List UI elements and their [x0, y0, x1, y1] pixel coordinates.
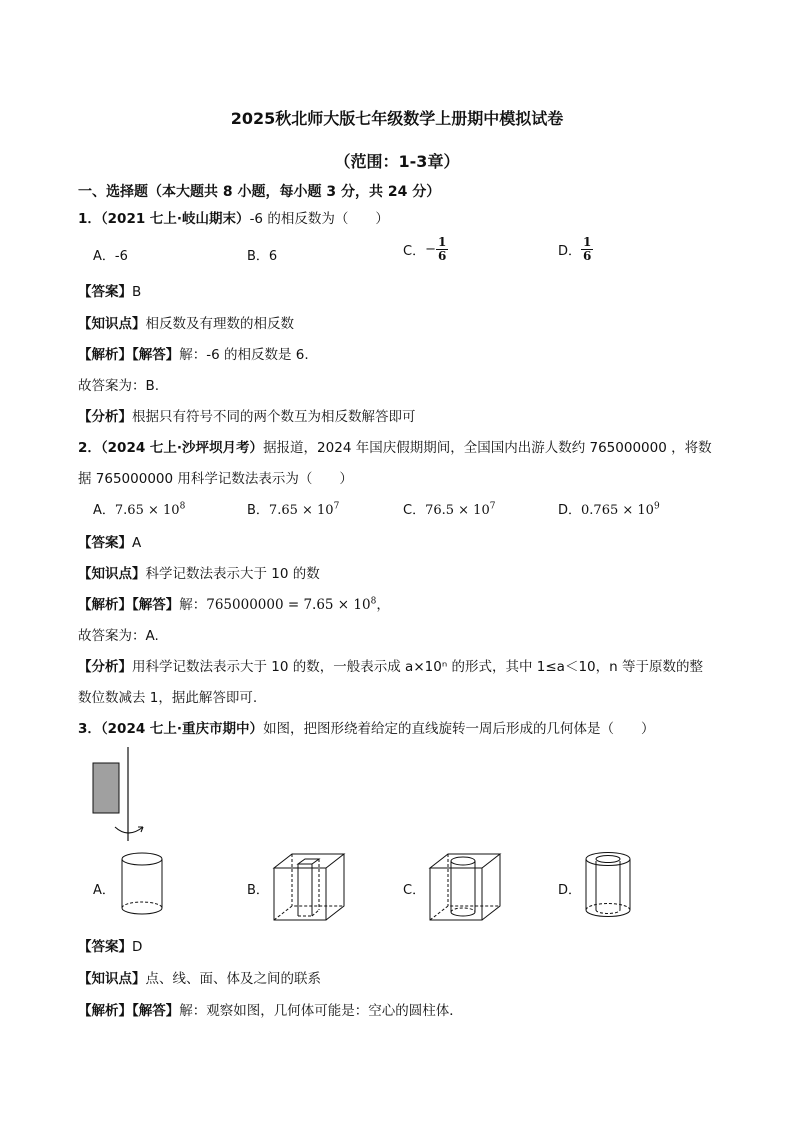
question-source: （2024 七上·重庆市期中） [100, 721, 264, 737]
hollow-cylinder-icon [582, 850, 634, 922]
q1-answer: 【答案】B [78, 284, 142, 300]
question-2-stem [78, 436, 712, 456]
q2-option-a: A．$7.65 \times 10^8$ [93, 501, 186, 518]
question-number: 1． [78, 211, 101, 227]
q1-solution: 【解析】【解答】解：-6 的相反数是 6. [78, 347, 309, 363]
shaded-rectangle [93, 763, 119, 813]
fraction: $\frac{1}{6}$ [437, 235, 447, 263]
page-title: 2025秋北师大版七年级数学上册期中模拟试卷 [230, 109, 564, 128]
q2-conclusion: 故答案为：A. [78, 628, 159, 644]
rotation-figure [85, 745, 155, 845]
q1-option-b: B．6 [247, 249, 278, 264]
cylinder-icon [118, 850, 166, 920]
q3-solution: 【解析】【解答】解：观察如图，几何体可能是：空心的圆柱体． [78, 1003, 463, 1019]
page-subtitle: （范围：1-3章） [334, 152, 460, 171]
box-with-round-hole-icon [426, 850, 508, 925]
q1-conclusion: 故答案为：B. [78, 378, 160, 394]
question-text: 据报道，2024 年国庆假期期间，全国国内出游人数约 765000000 ，将数 [263, 440, 712, 456]
box-with-square-hole-icon [270, 850, 352, 925]
q2-review-cont: 数位数减去 1，据此解答即可. [78, 690, 258, 706]
q2-option-c: C．$76.5 \times 10^7$ [403, 501, 496, 518]
q2-review: 【分析】用科学记数法表示大于 10 的数，一般表示成 a×10ⁿ 的形式，其中 1≤a＜10，n 等于原数的整 [78, 659, 703, 675]
fraction: $\frac{1}{6}$ [583, 235, 592, 263]
q3-option-a-label: A． [93, 883, 115, 898]
q1-review: 【分析】根据只有符号不同的两个数互为相反数解答即可 [78, 409, 416, 425]
q3-option-c-label: C． [403, 883, 426, 898]
q3-answer: 【答案】D [78, 939, 143, 955]
question-source: （2024 七上·沙坪坝月考） [100, 440, 264, 456]
section-heading: 一、选择题（本大题共 8 小题，每小题 3 分，共 24 分） [78, 184, 441, 200]
q3-knowledge: 【知识点】点、线、面、体及之间的联系 [78, 971, 321, 987]
question-1-stem [78, 207, 389, 227]
q1-option-c: C．− $\frac{1}{6}$ [403, 235, 447, 263]
q2-option-b: B．$7.65 \times 10^7$ [247, 501, 340, 518]
q1-option-a: A．-6 [93, 249, 128, 264]
q1-knowledge: 【知识点】相反数及有理数的相反数 [78, 316, 294, 332]
question-text: -6 的相反数为（ ） [249, 211, 389, 227]
q2-solution: 【解析】【解答】解：$765000000 = 7.65 \times 10^8$， [78, 596, 390, 613]
question-2-stem-cont: 据 765000000 用科学记数法表示为（ ） [78, 471, 353, 487]
question-number: 2． [78, 440, 101, 456]
q2-option-d: D．$0.765 \times 10^9$ [558, 501, 660, 518]
question-3-stem [78, 717, 655, 737]
question-source: （2021 七上·岐山期末） [100, 211, 250, 227]
q2-knowledge: 【知识点】科学记数法表示大于 10 的数 [78, 566, 320, 582]
q1-option-d: D． $\frac{1}{6}$ [558, 235, 592, 263]
rotation-arrow [115, 827, 143, 833]
question-text: 如图，把图形绕着给定的直线旋转一周后形成的几何体是（ ） [263, 721, 655, 737]
q3-option-d-label: D． [558, 883, 582, 898]
q2-answer: 【答案】A [78, 535, 142, 551]
q3-option-b-label: B． [247, 883, 269, 898]
question-number: 3． [78, 721, 101, 737]
